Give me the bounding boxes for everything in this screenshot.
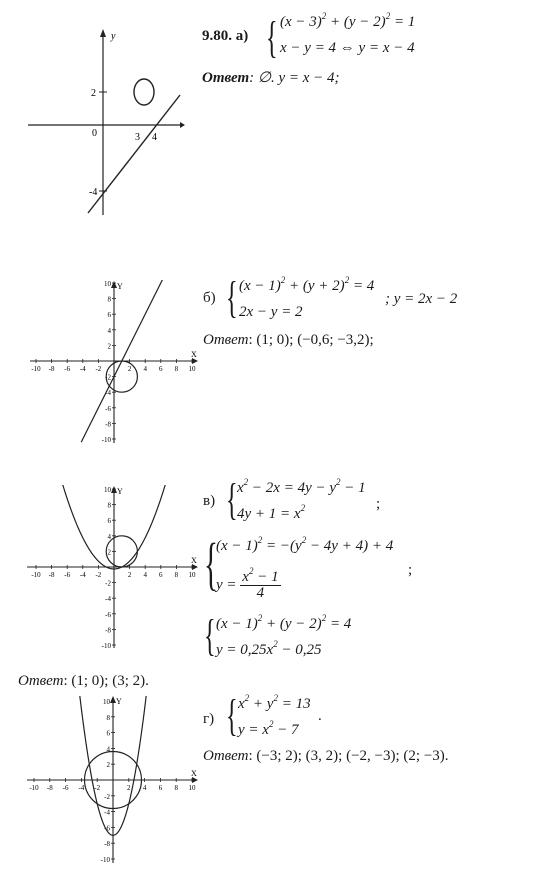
y-tick-label: 6 bbox=[106, 729, 110, 738]
y-tick-label: 10 bbox=[104, 486, 111, 494]
v-sys3-eq2: $y = 0,25x^2 - 0,25$ bbox=[216, 639, 322, 658]
label-neg4: -4 bbox=[89, 187, 98, 198]
x-tick-label: -8 bbox=[48, 365, 55, 373]
fraction: $\frac{x^2 - 1}{4}$ bbox=[242, 566, 279, 601]
graph-v bbox=[25, 485, 200, 650]
label-3: 3 bbox=[135, 132, 140, 143]
y-tick-label: 8 bbox=[107, 501, 111, 510]
v-sys1-eq1: $x^2 - 2x = 4y - y^2 - 1$ bbox=[237, 477, 366, 496]
y-tick-label: -2 bbox=[105, 373, 111, 382]
x-tick-label: 6 bbox=[159, 365, 163, 373]
label-4: 4 bbox=[152, 132, 157, 143]
x-tick-label: 10 bbox=[188, 571, 196, 579]
axis-y-label: Y bbox=[117, 487, 123, 496]
y-tick-label: -10 bbox=[101, 436, 111, 444]
y-tick-label: 2 bbox=[107, 342, 111, 351]
x-tick-label: 4 bbox=[143, 571, 147, 579]
axis-y-label: Y bbox=[116, 697, 122, 706]
b-answer: Ответ: (1; 0); (−0,6; −3,2); bbox=[203, 332, 374, 348]
a-answer: Ответ: ∅. y = x − 4; bbox=[202, 70, 340, 86]
v-sys3-eq1: $(x - 1)^2 + (y - 2)^2 = 4$ bbox=[216, 613, 352, 632]
x-tick-label: -10 bbox=[31, 571, 41, 579]
y-tick-label: -6 bbox=[104, 824, 110, 833]
g-eq2: $y = x^2 - 7$ bbox=[238, 719, 299, 738]
y-tick-label: 4 bbox=[107, 532, 111, 541]
graph-b bbox=[28, 280, 200, 445]
y-tick-label: -10 bbox=[100, 856, 110, 864]
x-tick-label: 2 bbox=[127, 571, 132, 579]
v-sys2-tail: ; bbox=[408, 562, 413, 578]
x-tick-label: -4 bbox=[79, 365, 86, 373]
y-tick-label: -2 bbox=[104, 792, 110, 801]
y-tick-label: 4 bbox=[106, 745, 110, 754]
x-tick-label: -10 bbox=[31, 365, 41, 373]
axis-x-label: X bbox=[191, 769, 197, 778]
v-sys2-eq1: $(x - 1)^2 = -(y^2 - 4y + 4) + 4$ bbox=[216, 535, 394, 554]
x-tick-label: 2 bbox=[127, 365, 132, 373]
x-tick-label: -4 bbox=[78, 784, 85, 792]
y-tick-label: -6 bbox=[105, 610, 111, 619]
y-tick-label: -6 bbox=[105, 404, 111, 413]
label-y: y bbox=[111, 31, 116, 42]
y-tick-label: 10 bbox=[103, 698, 110, 706]
x-tick-label: 8 bbox=[174, 365, 179, 373]
axis-y-arrow bbox=[100, 29, 106, 37]
x-tick-label: 8 bbox=[174, 784, 178, 792]
g-eq1: $x^2 + y^2 = 13$ bbox=[238, 693, 311, 712]
label-0: 0 bbox=[92, 128, 97, 139]
x-tick-label: 8 bbox=[174, 571, 179, 579]
a-eq2: x − y = 4 ⇔ y = x − 4 bbox=[280, 40, 415, 56]
axis-x-label: X bbox=[191, 350, 197, 359]
x-tick-label: -6 bbox=[62, 784, 69, 792]
x-tick-label: 6 bbox=[159, 571, 163, 579]
g-answer: Ответ: (−3; 2); (3, 2); (−2, −3); (2; −3). bbox=[203, 748, 449, 764]
v-sys2-eq2: y = $\frac{x^2 - 1}{4}$ bbox=[216, 566, 279, 601]
x-tick-label: 4 bbox=[142, 784, 147, 792]
x-tick-label: -8 bbox=[48, 571, 55, 579]
brace-v2: { bbox=[204, 531, 218, 596]
y-tick-label: -4 bbox=[105, 389, 111, 398]
y-tick-label: -4 bbox=[105, 595, 111, 604]
b-label: б) bbox=[203, 290, 216, 306]
x-tick-label: 10 bbox=[188, 365, 196, 373]
y-tick-label: 2 bbox=[107, 548, 111, 557]
x-tick-label: 4 bbox=[143, 365, 147, 373]
brace-b: { bbox=[226, 273, 238, 322]
a-eq1: $(x - 3)^2 + (y - 2)^2 = 1$ bbox=[280, 11, 416, 30]
x-tick-label: 2 bbox=[127, 784, 131, 792]
brace-v3: { bbox=[204, 611, 216, 660]
y-tick-label: 6 bbox=[107, 311, 111, 320]
axis-x-label: X bbox=[191, 556, 197, 565]
line-y-x-4 bbox=[88, 95, 180, 213]
x-tick-label: -10 bbox=[29, 784, 39, 792]
v-sys1-eq2: $4y + 1 = x^2$ bbox=[237, 503, 306, 522]
y-tick-label: 8 bbox=[107, 295, 111, 304]
v-sys1-tail: ; bbox=[376, 496, 381, 512]
x-tick-label: -6 bbox=[64, 365, 71, 373]
brace-g: { bbox=[226, 691, 238, 740]
axis-y-label: Y bbox=[117, 282, 123, 291]
y-tick-label: 10 bbox=[104, 280, 111, 288]
y-tick-label: -4 bbox=[104, 808, 110, 817]
y-tick-label: -8 bbox=[105, 626, 111, 635]
graph-g bbox=[25, 695, 200, 865]
x-tick-label: 10 bbox=[188, 784, 196, 792]
x-tick-label: -6 bbox=[64, 571, 71, 579]
b-eq2: 2x − y = 2 bbox=[239, 304, 303, 320]
x-tick-label: -4 bbox=[79, 571, 86, 579]
y-tick-label: 4 bbox=[107, 326, 111, 335]
graph-a bbox=[25, 25, 185, 225]
y-tick-label: -8 bbox=[105, 420, 111, 429]
brace-a: { bbox=[266, 13, 278, 62]
v-answer: Ответ: (1; 0); (3; 2). bbox=[18, 673, 149, 689]
x-tick-label: -2 bbox=[95, 365, 102, 373]
problem-number: 9.80. а) bbox=[202, 28, 249, 44]
b-eq1: $(x - 1)^2 + (y + 2)^2 = 4$ bbox=[239, 275, 375, 294]
y-tick-label: -8 bbox=[104, 840, 110, 849]
circle-curve bbox=[134, 79, 154, 105]
x-tick-label: 6 bbox=[158, 784, 163, 792]
g-tail: . bbox=[318, 708, 322, 724]
y-tick-label: 2 bbox=[106, 761, 110, 770]
y-tick-label: 8 bbox=[106, 713, 110, 722]
y-tick-label: -10 bbox=[101, 642, 111, 650]
brace-v1: { bbox=[226, 475, 238, 524]
y-tick-label: 6 bbox=[107, 517, 111, 526]
x-tick-label: -8 bbox=[46, 784, 53, 792]
x-tick-label: -2 bbox=[94, 784, 101, 792]
v-label: в) bbox=[203, 493, 216, 509]
b-tail: ; y = 2x − 2 bbox=[385, 291, 458, 307]
x-tick-label: -2 bbox=[95, 571, 102, 579]
axis-x-arrow bbox=[180, 122, 185, 128]
label-2: 2 bbox=[91, 88, 96, 99]
y-tick-label: -2 bbox=[105, 579, 111, 588]
g-label: г) bbox=[203, 711, 215, 727]
